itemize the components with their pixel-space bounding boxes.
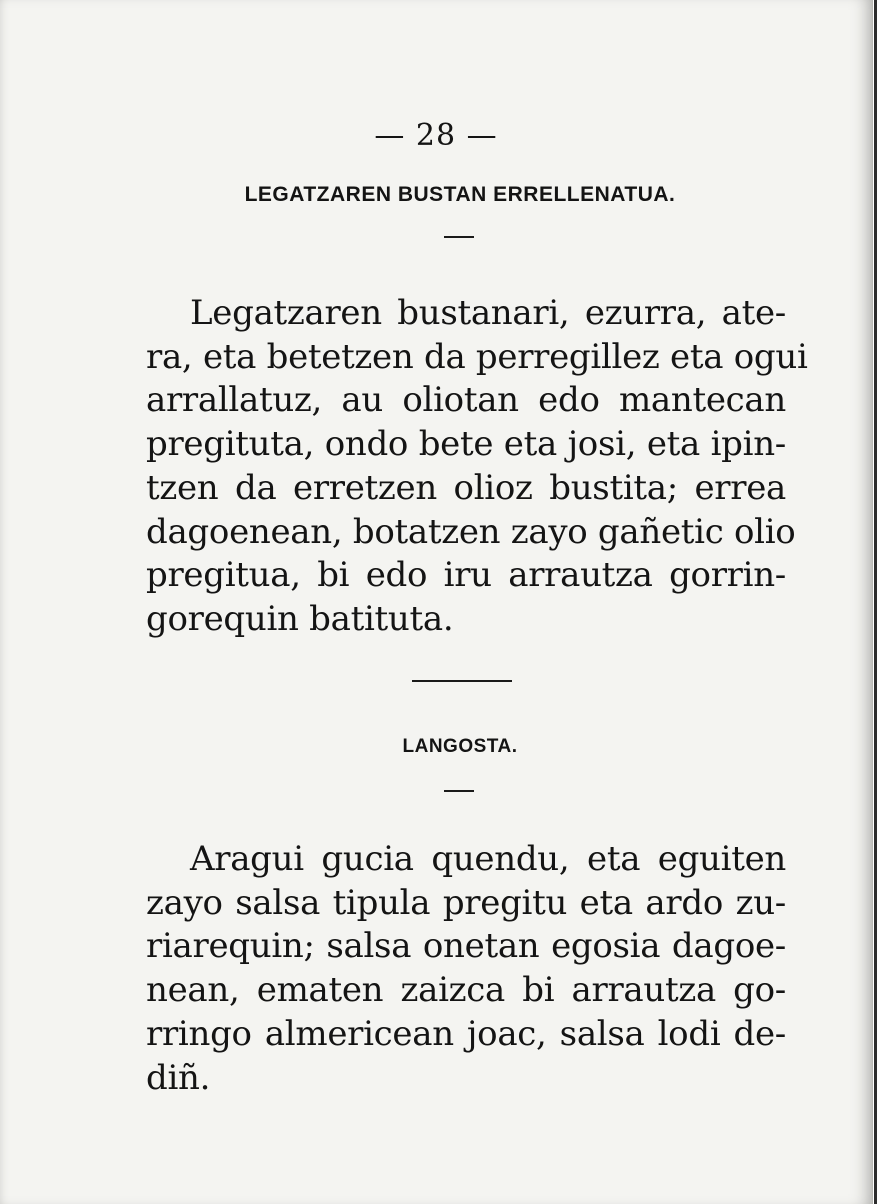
recipe-paragraph-langosta [146, 838, 786, 1100]
section-title-legatzaren: LEGATZAREN BUSTAN ERRELLENATUA. [244, 183, 676, 206]
text-line: Aragui gucia quendu, eta eguiten [190, 839, 786, 879]
text-line: dagoenean, botatzen zayo gañetic olio [146, 511, 796, 552]
text-line: diñ. [146, 1057, 211, 1098]
section-divider [412, 680, 512, 682]
text-line: rringo almericean joac, salsa lodi de- [146, 1013, 786, 1054]
text-line: ra, eta betetzen da perregillez eta ogui [146, 336, 808, 377]
text-line: riarequin; salsa onetan egosia dagoe- [146, 926, 786, 967]
recipe-paragraph-legatzaren [146, 292, 808, 642]
text-line: pregitua, bi edo iru arrautza gorrin- [146, 555, 786, 596]
page-number: — 28 — [374, 118, 498, 153]
text-line: tzen da erretzen olioz bustita; errea [146, 467, 786, 508]
text-line: gorequin batituta. [146, 598, 454, 639]
text-line: pregituta, ondo bete eta josi, eta ipin- [146, 424, 786, 465]
page-edge [874, 0, 888, 1204]
text-line: zayo salsa tipula pregitu eta ardo zu- [146, 882, 786, 923]
title-underline [444, 790, 474, 792]
title-underline [444, 236, 474, 238]
text-line: nean, ematen zaizca bi arrautza go- [146, 970, 786, 1011]
text-line: arrallatuz, au oliotan edo mantecan [146, 380, 786, 421]
text-line: Legatzaren bustanari, ezurra, ate- [190, 293, 786, 333]
section-title-langosta: LANGOSTA. [402, 736, 518, 757]
